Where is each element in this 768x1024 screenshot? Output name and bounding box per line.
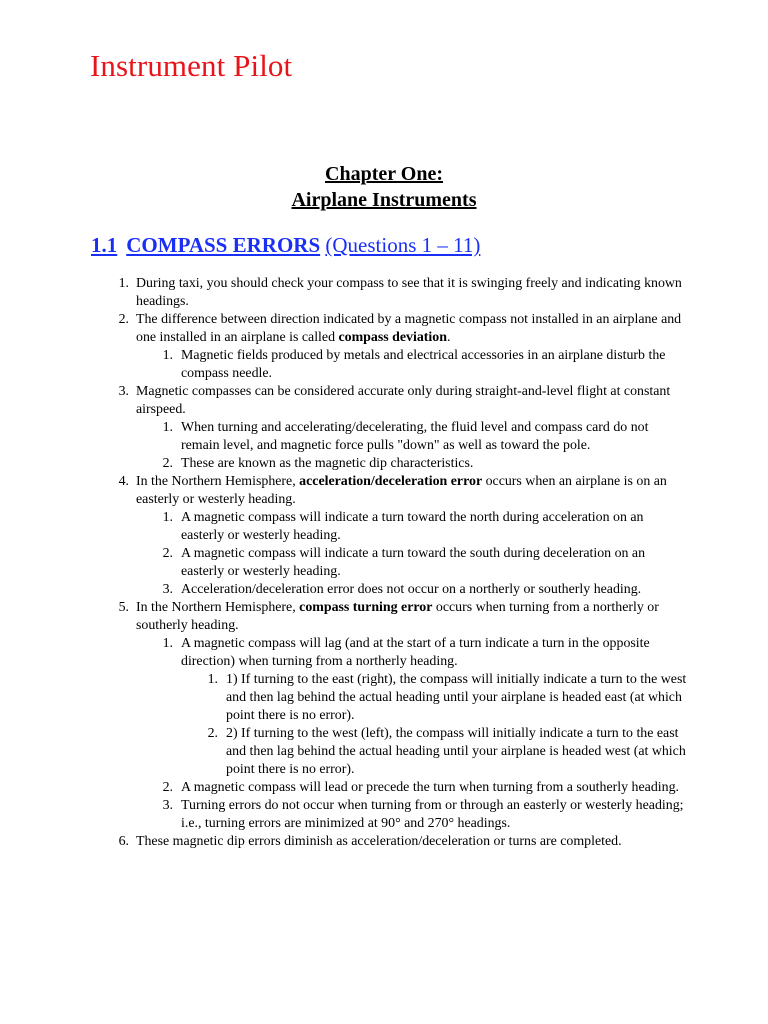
outline-list bbox=[0, 275, 768, 851]
item-text-end: occurs when turning from a northerly or southerly heading. bbox=[136, 600, 659, 633]
list-item bbox=[0, 833, 768, 851]
sub-list-item bbox=[0, 635, 768, 671]
list-item bbox=[0, 275, 768, 311]
list-item bbox=[0, 473, 768, 509]
item-number: 2. bbox=[207, 726, 218, 741]
chapter-title: Airplane Instruments bbox=[291, 189, 477, 211]
section-questions: (Questions 1 – 11) bbox=[325, 233, 481, 257]
item-text: A magnetic compass will indicate a turn toward the south during deceleration on an easterly or westerly heading. bbox=[181, 546, 646, 579]
item-number: 3. bbox=[162, 582, 173, 597]
item-number: 2. bbox=[162, 780, 173, 795]
sub-list-item bbox=[0, 797, 768, 833]
sub-sub-list-item bbox=[0, 725, 768, 779]
sub-list-item bbox=[0, 545, 768, 581]
item-text: The difference between direction indicated by a magnetic compass not installed in an airplane and one installed in an airplane is called bbox=[136, 312, 682, 345]
list-item bbox=[0, 383, 768, 419]
item-number: 1. bbox=[118, 276, 129, 291]
item-text: Acceleration/deceleration error does not occur on a northerly or southerly heading. bbox=[181, 582, 642, 597]
item-number: 1. bbox=[162, 420, 173, 435]
section-heading bbox=[91, 233, 480, 258]
section-name: COMPASS ERRORS bbox=[126, 233, 321, 257]
item-text: In the Northern Hemisphere, bbox=[136, 600, 300, 615]
sub-list-item bbox=[0, 419, 768, 455]
section-number: 1.1 bbox=[91, 233, 118, 257]
item-text: A magnetic compass will indicate a turn toward the north during acceleration on an easterly or westerly heading. bbox=[181, 510, 644, 543]
document-title: Instrument Pilot bbox=[90, 48, 293, 83]
item-text: In the Northern Hemisphere, bbox=[136, 474, 300, 489]
item-text: These are known as the magnetic dip characteristics. bbox=[181, 456, 474, 471]
item-number: 2. bbox=[162, 456, 173, 471]
item-number: 1. bbox=[207, 672, 218, 687]
sub-sub-list-item bbox=[0, 671, 768, 725]
list-item bbox=[0, 311, 768, 347]
sub-list-item bbox=[0, 455, 768, 473]
item-number: 1. bbox=[162, 636, 173, 651]
item-number: 6. bbox=[118, 834, 129, 849]
key-term-acceleration-error: acceleration/deceleration error bbox=[299, 474, 483, 489]
sub-list-item bbox=[0, 509, 768, 545]
item-number: 3. bbox=[118, 384, 129, 399]
item-number: 2. bbox=[118, 312, 129, 327]
chapter-number: Chapter One: bbox=[325, 163, 443, 185]
item-text: A magnetic compass will lead or precede the turn when turning from a southerly heading. bbox=[181, 780, 679, 795]
item-number: 5. bbox=[118, 600, 129, 615]
item-text: During taxi, you should check your compass to see that it is swinging freely and indicating known headings. bbox=[136, 276, 682, 309]
sub-list-item bbox=[0, 347, 768, 383]
item-text: A magnetic compass will lag (and at the start of a turn indicate a turn in the opposite direction) when turning from a northerly heading. bbox=[181, 636, 650, 669]
key-term-compass-deviation: compass deviation bbox=[338, 330, 447, 345]
item-text: Turning errors do not occur when turning from or through an easterly or westerly heading; i.e., turning errors are minimized at 90° and 270° headings. bbox=[181, 798, 684, 831]
item-text-end: . bbox=[446, 330, 451, 345]
key-term-compass-turning-error: compass turning error bbox=[299, 600, 433, 615]
item-number: 3. bbox=[162, 798, 173, 813]
item-text: 1) If turning to the east (right), the compass will initially indicate a turn to the west and then lag behind the actual heading until your airplane is headed east (at which point there is no error). bbox=[226, 672, 687, 723]
item-text: 2) If turning to the west (left), the compass will initially indicate a turn to the east and then lag behind the actual heading until your airplane is headed west (at which point there is no error). bbox=[226, 726, 686, 777]
item-text-end: occurs when an airplane is on an easterly or westerly heading. bbox=[136, 474, 667, 507]
item-number: 2. bbox=[162, 546, 173, 561]
item-text: Magnetic compasses can be considered accurate only during straight-and-level flight at constant airspeed. bbox=[136, 384, 671, 417]
list-item bbox=[0, 599, 768, 635]
sub-list-item bbox=[0, 779, 768, 797]
item-number: 4. bbox=[118, 474, 129, 489]
item-text: Magnetic fields produced by metals and electrical accessories in an airplane disturb the compass needle. bbox=[181, 348, 666, 381]
sub-list-item bbox=[0, 581, 768, 599]
item-text: When turning and accelerating/decelerating, the fluid level and compass card do not remain level, and magnetic force pulls "down" as well as toward the pole. bbox=[181, 420, 649, 453]
item-text: These magnetic dip errors diminish as acceleration/deceleration or turns are completed. bbox=[136, 834, 622, 849]
item-number: 1. bbox=[162, 510, 173, 525]
item-number: 1. bbox=[162, 348, 173, 363]
